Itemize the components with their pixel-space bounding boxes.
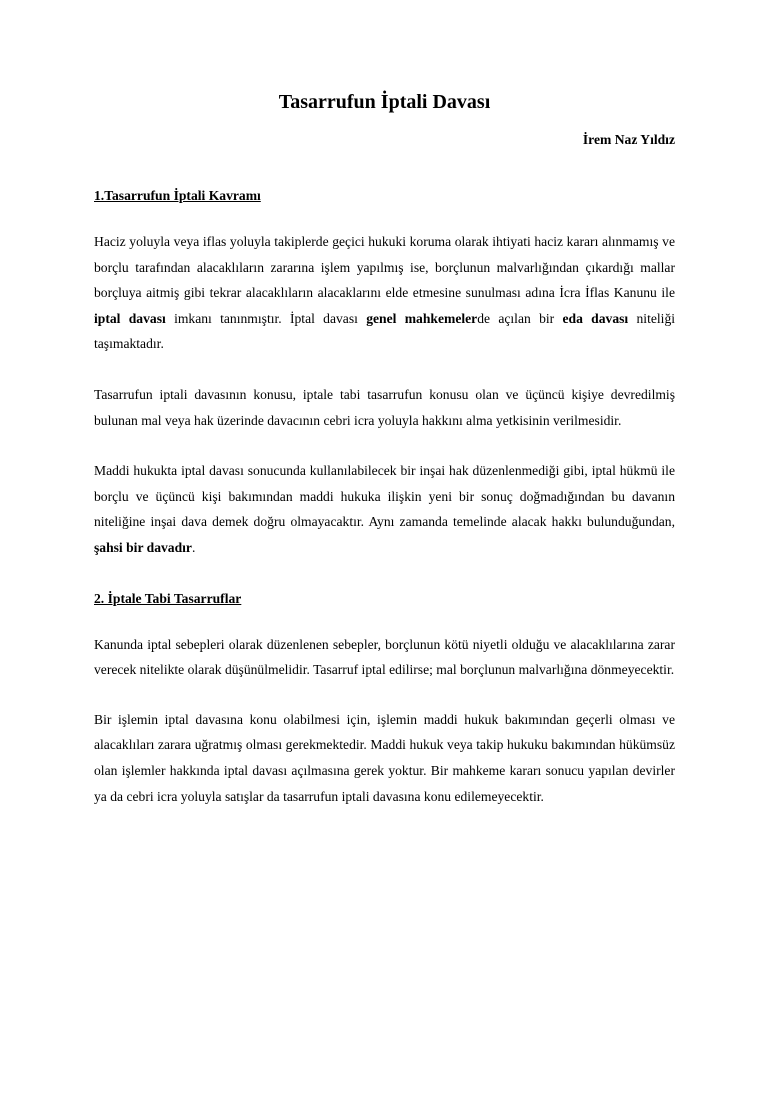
paragraph-text: Maddi hukukta iptal davası sonucunda kullanılabilecek bir inşai hak düzenlenmediği gibi, iptal hükmü ile borçlu ve üçüncü kişi bakımından maddi hukuka ilişkin yeni bir sonuç doğmadığından bu davanın niteliğine inşai dava demek doğru olmayacaktır. Aynı zamanda temelinde alacak hakkı bulunduğundan,	[94, 463, 675, 530]
bold-term: şahsi bir davadır	[94, 539, 192, 555]
paragraph-text: niteliği taşımaktadır.	[94, 310, 676, 352]
paragraph-text: Tasarrufun iptali davasının konusu, iptale tabi tasarrufun konusu olan ve üçüncü kişiye devredilmiş bulunan mal veya hak üzerinde davacının cebri icra yoluyla hakkını alma yetkisinin verilmesidir.	[94, 386, 675, 428]
document-title: Tasarrufun İptali Davası	[278, 91, 491, 113]
section-heading-1: 1.Tasarrufun İptali Kavramı	[94, 188, 261, 203]
author-name: İrem Naz Yıldız	[582, 132, 675, 147]
document-page	[0, 88, 768, 1112]
paragraph	[94, 229, 675, 357]
bold-term: eda davası	[562, 310, 629, 326]
paragraph-text: Bir işlemin iptal davasına konu olabilmesi için, işlemin maddi hukuk bakımından geçerli olması ve alacaklıları zarara uğratmış olması gerekmektedir. Maddi hukuk veya takip hukuku bakımından hükümsüz olan işlemler hakkında iptal davası açılmasına gerek yoktur. Bir mahkeme kararı sonucu yapılan devirler ya da cebri icra yoluyla satışlar da tasarrufun iptali davasına konu edilemeyecektir.	[94, 711, 675, 804]
paragraph-text: imkanı tanınmıştır. İptal davası	[165, 310, 367, 326]
bold-term: genel mahkemeler	[366, 310, 478, 326]
paragraph	[94, 458, 675, 560]
paragraph	[94, 632, 675, 683]
paragraph-text: .	[191, 539, 196, 555]
paragraph	[94, 707, 675, 809]
paragraph	[94, 382, 675, 433]
paragraph-text: Kanunda iptal sebepleri olarak düzenlenen sebepler, borçlunun kötü niyetli olduğu ve alacaklılarına zarar verecek nitelikte olarak düşünülmelidir. Tasarruf iptal edilirse; mal borçlunun malvarlığına dönmeyecektir.	[94, 636, 675, 678]
section-heading-2: 2. İptale Tabi Tasarruflar	[94, 590, 242, 606]
paragraph-text: Haciz yoluyla veya iflas yoluyla takiplerde geçici hukuki koruma olarak ihtiyati haciz kararı alınmamış ve borçlu tarafından alacaklıların zararına işlem yapılmış ise, borçlunun malvarlığından çıkardığı mallar borçluya aitmiş gibi tekrar alacaklıların alacaklarını elde etmesine sunulması adına İcra İflas Kanunu ile	[94, 234, 675, 301]
bold-term: iptal davası	[94, 310, 166, 326]
paragraph-text: de açılan bir	[477, 310, 563, 326]
